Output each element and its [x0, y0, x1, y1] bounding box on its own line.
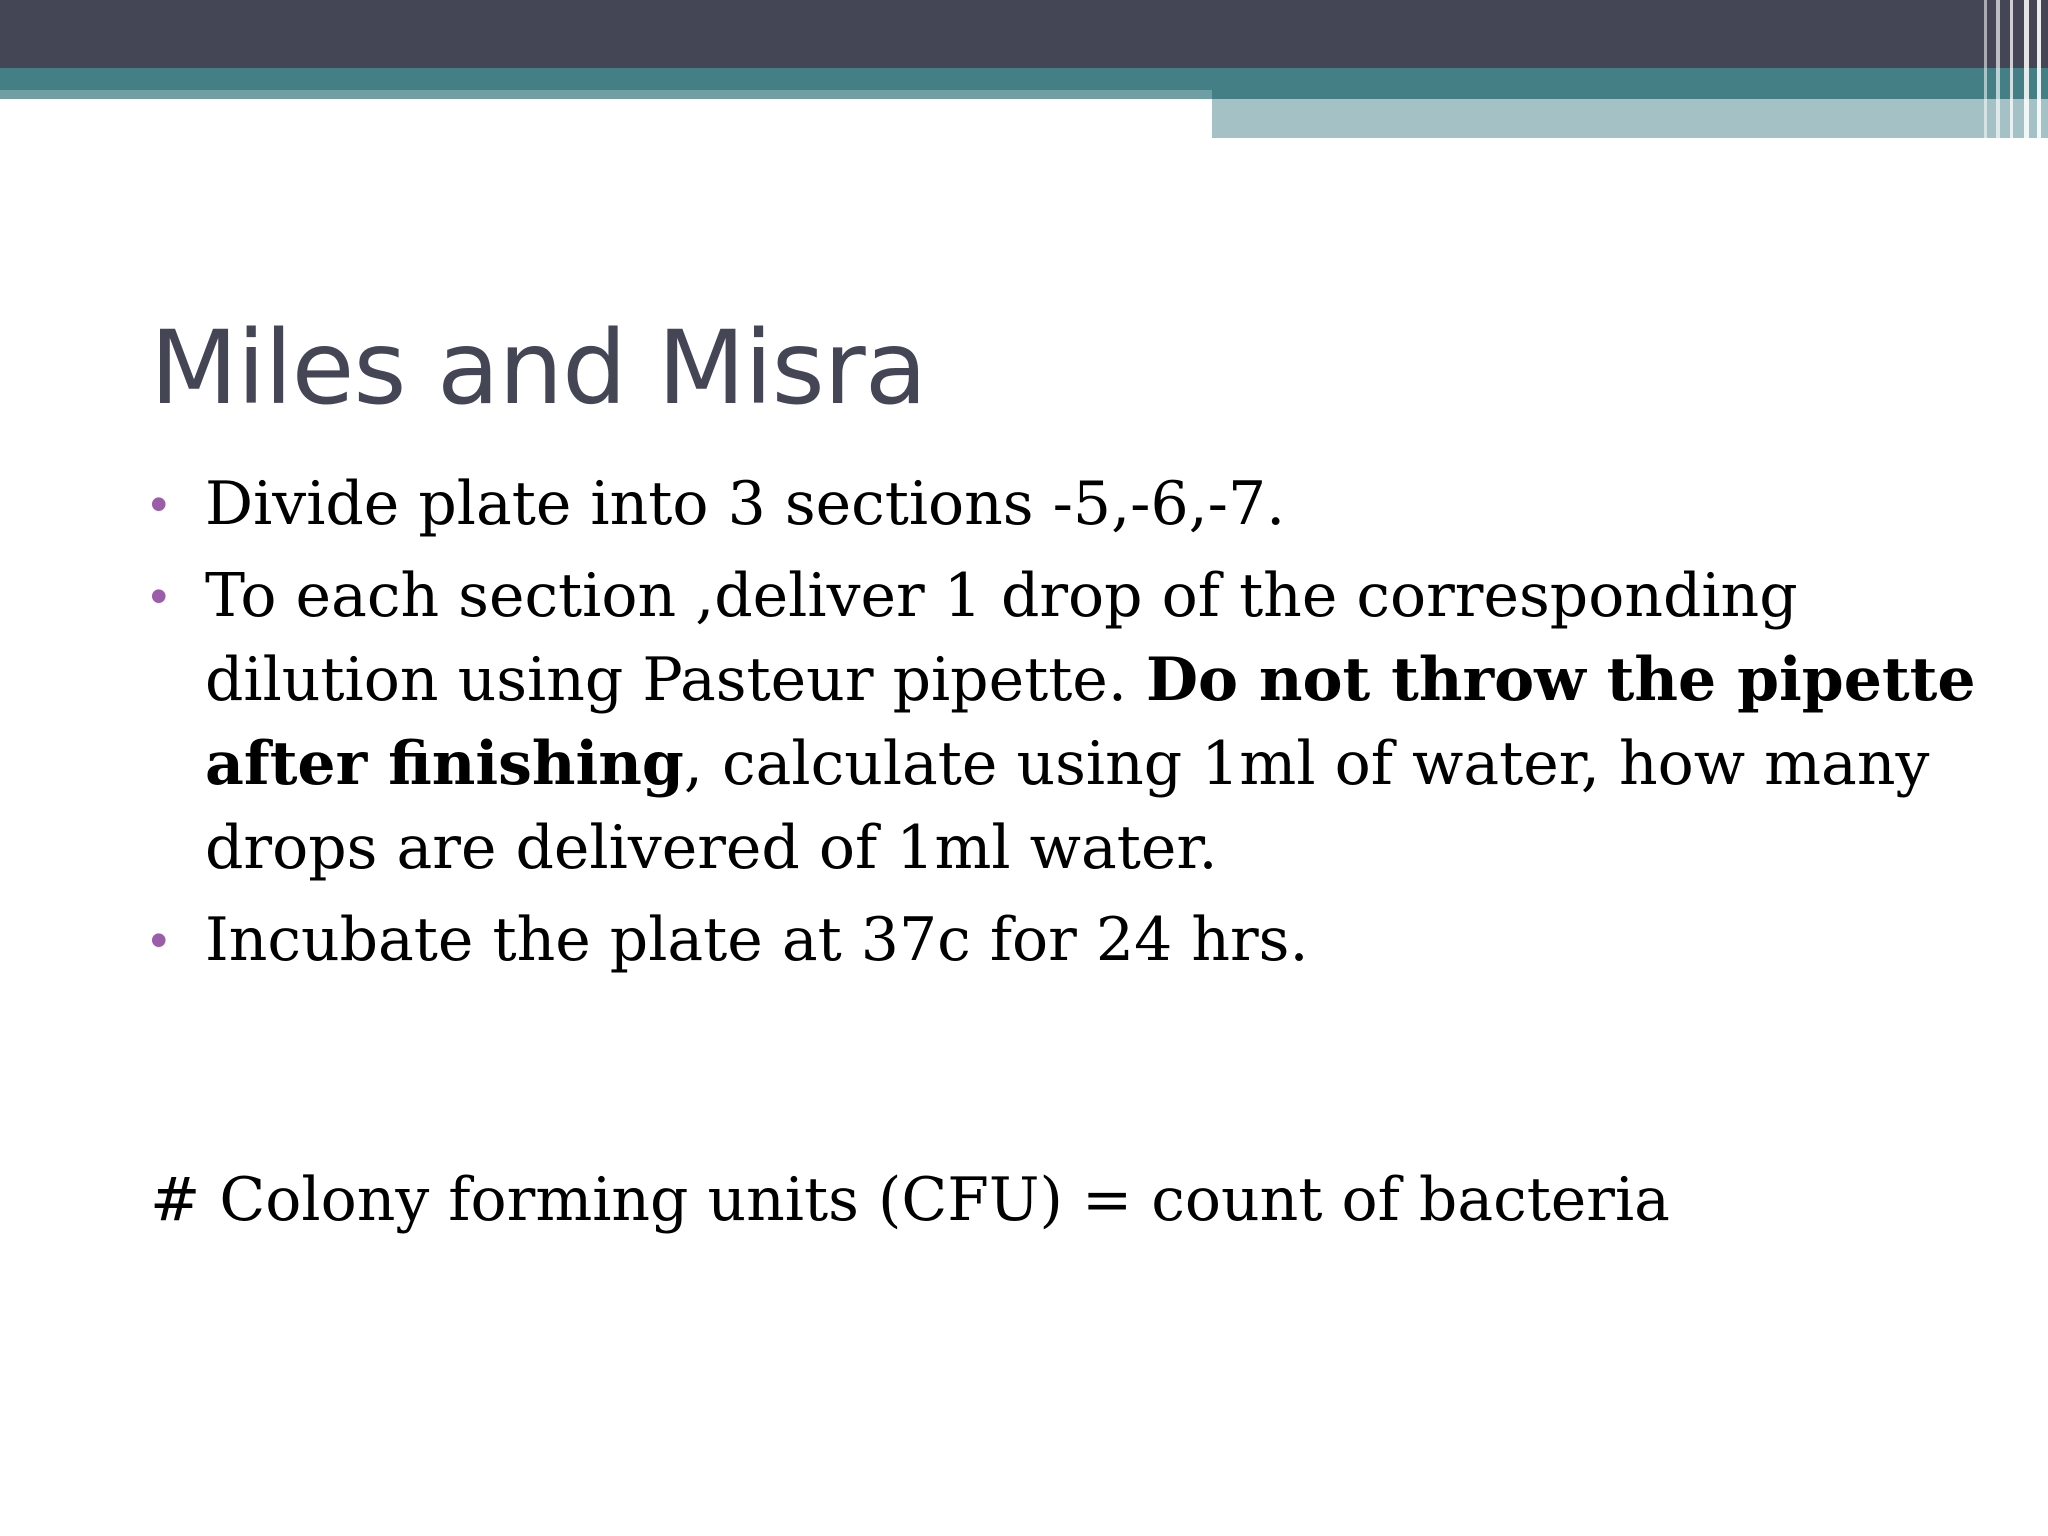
slide-title: Miles and Misra: [150, 309, 927, 428]
bullet-text: Divide plate into 3 sections -5,-6,-7.: [205, 469, 1286, 539]
bullet-icon: •: [150, 476, 168, 532]
bullet-text: , calculate using 1ml of water, how many drops are delivered of 1ml water.: [205, 729, 1930, 883]
bullet-text: To each section ,deliver 1 drop of the corresponding dilution using Pasteur pipette.: [205, 561, 1798, 715]
header-band-thin: [0, 90, 1212, 99]
bullet-text-bold: Do not throw the pipette after finishing: [205, 645, 1976, 799]
bullet-text: Incubate the plate at 37c for 24 hrs.: [205, 905, 1309, 975]
bullet-list: [150, 462, 1990, 990]
cfu-footnote: # Colony forming units (CFU) = count of bacteria: [150, 1165, 1670, 1235]
header-edge-stripe: [1984, 0, 1987, 138]
header-edge-stripe: [2010, 0, 2013, 138]
header-edge-stripe: [1996, 0, 2000, 138]
header-band-light: [1212, 99, 2048, 138]
bullet-icon: •: [150, 568, 168, 624]
bullet-item: [150, 554, 1990, 890]
bullet-item: [150, 898, 1990, 982]
header-edge-stripe: [2024, 0, 2029, 138]
bullet-item: [150, 462, 1990, 546]
bullet-icon: •: [150, 912, 168, 968]
header-band-dark: [0, 0, 2048, 68]
header-edge-stripe: [2037, 0, 2041, 138]
